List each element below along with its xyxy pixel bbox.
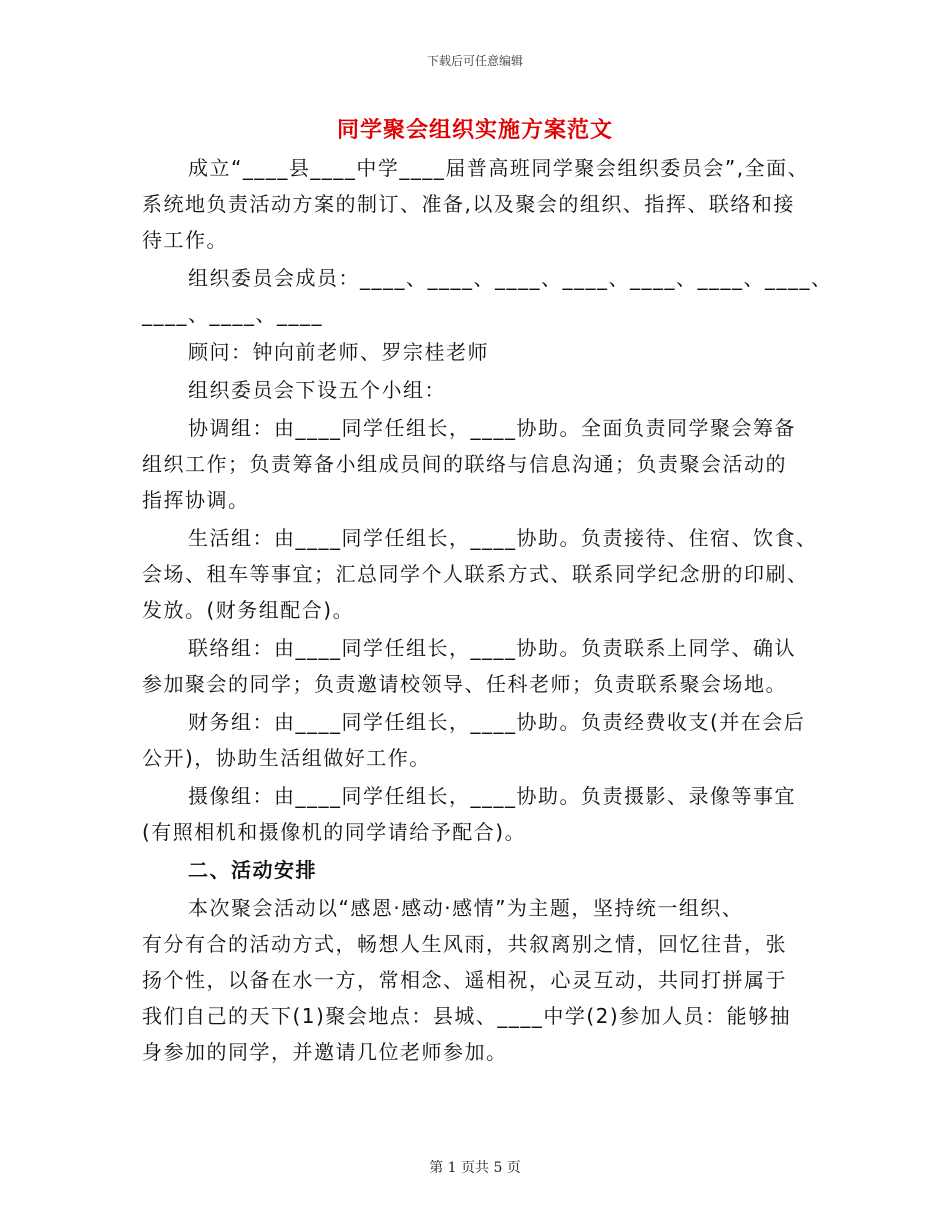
text-line: 顾问：钟向前老师、罗宗桂老师 [188,340,489,364]
text-line: 有分有合的活动方式，畅想人生风雨，共叙离别之情，回忆往昔，张 [142,932,787,956]
text-line: 待工作。 [142,228,228,252]
text-line: 系统地负责活动方案的制订、准备,以及聚会的组织、指挥、联络和接 [142,192,795,216]
text-line: ____、____、____ [142,302,323,326]
section-heading: 二、活动安排 [188,858,317,882]
text-line: 组织委员会成员：____、____、____、____、____、____、____、 [188,266,833,290]
text-line: 身参加的同学，并邀请几位老师参加。 [142,1040,508,1064]
document-body [142,150,833,1070]
text-line: 成立“____县____中学____届普高班同学聚会组织委员会”,全面、 [188,156,810,180]
text-line: 会场、租车等事宜；汇总同学个人联系方式、联系同学纪念册的印刷、 [142,562,809,586]
text-line: 协调组：由____同学任组长，____协助。全面负责同学聚会筹备 [188,416,796,440]
text-line: 我们自己的天下(1)聚会地点：县城、____中学(2)参加人员：能够抽 [142,1004,792,1028]
page-footer: 第 1 页共 5 页 [429,1160,521,1176]
document-title: 同学聚会组织实施方案范文 [336,117,613,143]
text-line: 组织工作；负责筹备小组成员间的联络与信息沟通；负责聚会活动的 [142,452,787,476]
text-line: (有照相机和摄像机的同学请给予配合)。 [142,820,527,844]
text-line: 联络组：由____同学任组长，____协助。负责联系上同学、确认 [188,636,796,660]
text-line: 公开)，协助生活组做好工作。 [142,746,431,770]
page-header: 下载后可任意编辑 [426,54,523,68]
text-line: 指挥协调。 [142,488,250,512]
text-line: 财务组：由____同学任组长，____协助。负责经费收支(并在会后 [188,710,806,734]
text-line: 扬个性，以备在水一方，常相念、遥相祝，心灵互动，共同打拼属于 [142,968,787,992]
text-line: 生活组：由____同学任组长，____协助。负责接待、住宿、饮食、 [188,526,818,550]
text-line: 摄像组：由____同学任组长，____协助。负责摄影、录像等事宜 [188,784,796,808]
text-line: 发放。(财务组配合)。 [142,598,355,622]
text-line: 组织委员会下设五个小组： [188,378,446,402]
text-line: 本次聚会活动以“感恩·感动·感情”为主题，坚持统一组织、 [188,896,744,920]
text-line: 参加聚会的同学；负责邀请校领导、任科老师；负责联系聚会场地。 [142,672,787,696]
